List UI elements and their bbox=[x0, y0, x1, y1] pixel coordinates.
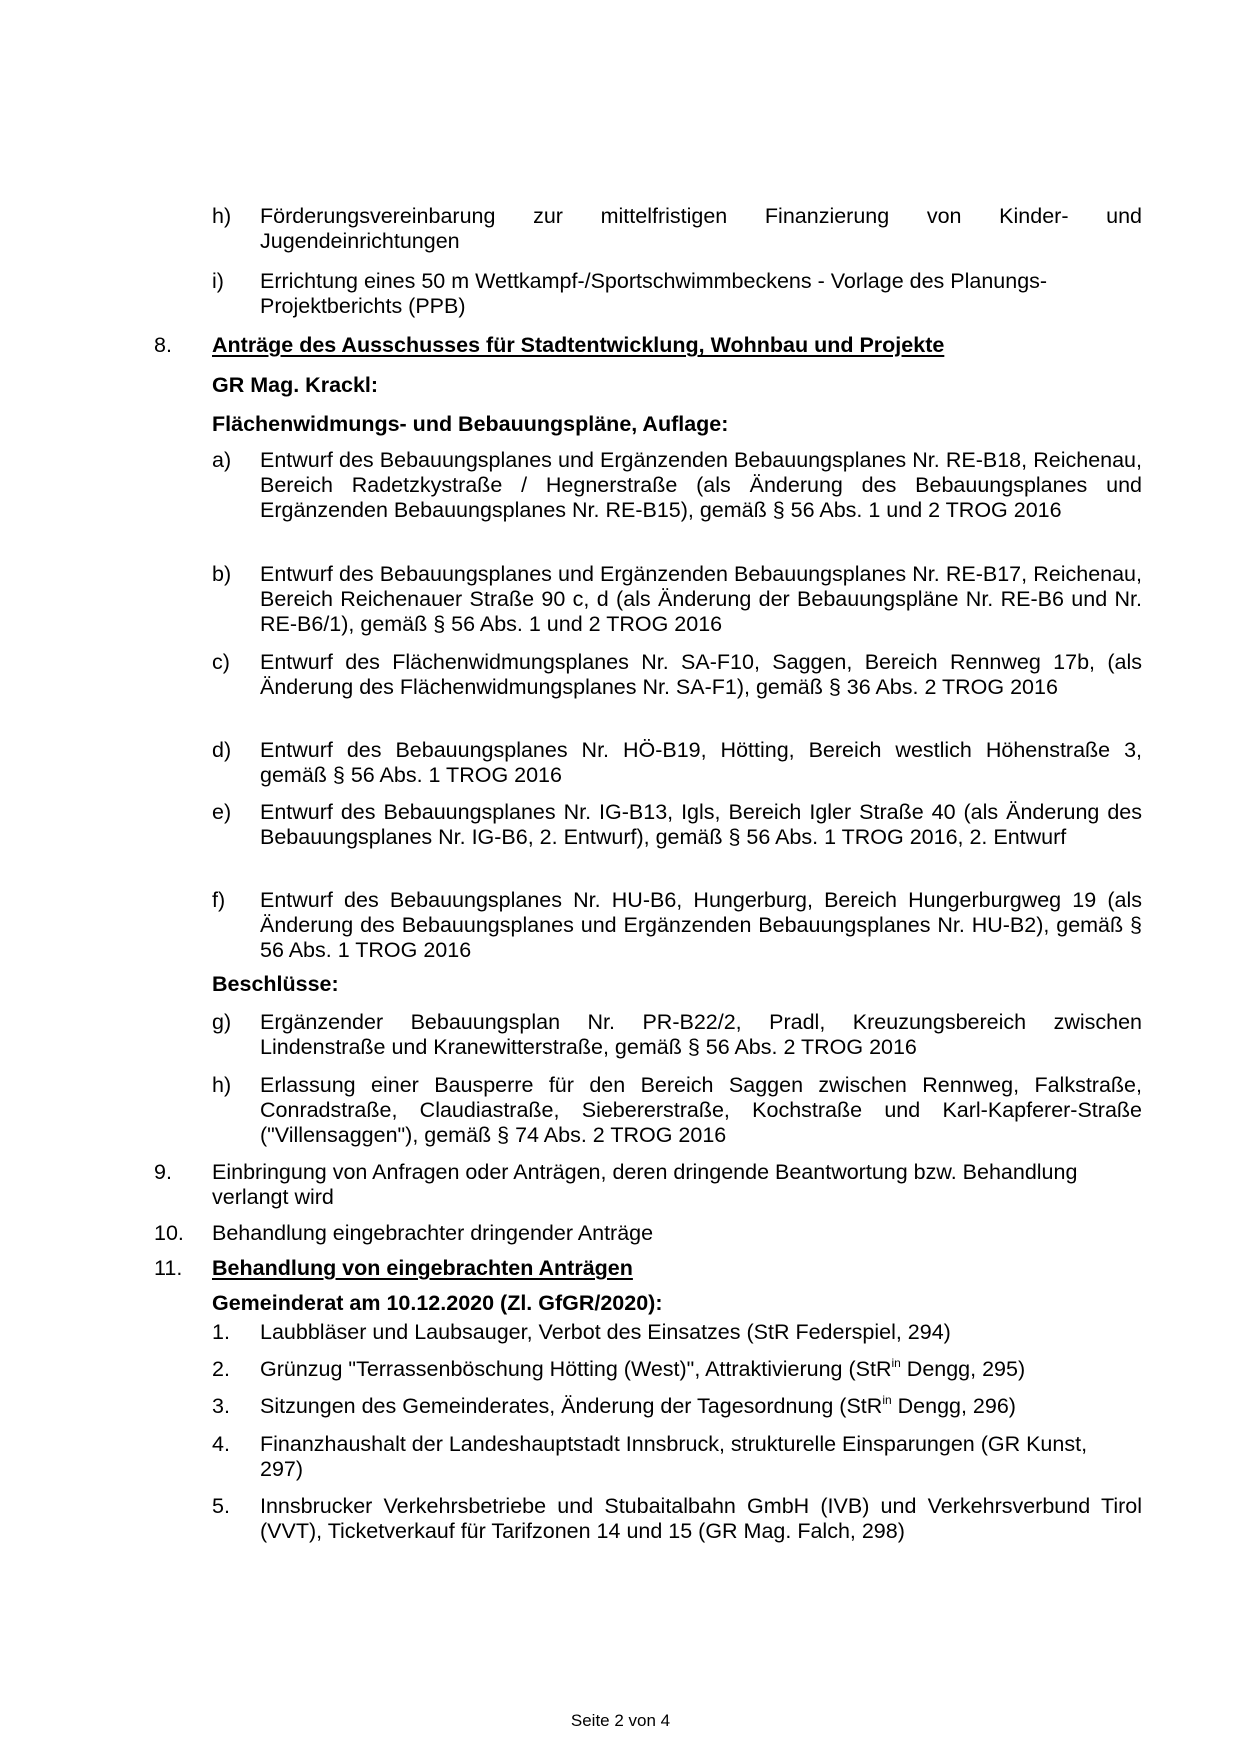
page-footer: Seite 2 von 4 bbox=[570, 1711, 671, 1730]
item-label: 5. bbox=[212, 1494, 230, 1518]
section-title: Anträge des Ausschusses für Stadtentwicklung, Wohnbau und Projekte bbox=[212, 333, 945, 357]
item-label: 2. bbox=[212, 1357, 230, 1381]
item-label: f) bbox=[212, 888, 226, 912]
item-text: Entwurf des Bebauungsplanes und Ergänzenden Bebauungsplanes Nr. RE-B18, Reichenau, Bereich Radetzkystraße / Hegnerstraße (als Änderung des Bebauungsplanes und Ergänzenden Bebauungsplanes Nr. RE-B15), gemäß § 56 Abs. 1 und 2 TROG 2016 bbox=[260, 448, 1142, 522]
item-text: Entwurf des Bebauungsplanes Nr. HU-B6, Hungerburg, Bereich Hungerburgweg 19 (als Änderung des Bebauungsplanes und Ergänzenden Bebauungsplanes Nr. HU-B2), gemäß § 56 Abs. 1 TROG 2016 bbox=[260, 888, 1142, 962]
item-label: e) bbox=[212, 800, 232, 824]
item-label: i) bbox=[212, 269, 224, 293]
item-label: g) bbox=[212, 1010, 232, 1034]
item-text: Errichtung eines 50 m Wettkampf-/Sportschwimmbeckens - Vorlage des Planungs-Projektberichts (PPB) bbox=[260, 269, 1048, 318]
item-text: Finanzhaushalt der Landeshauptstadt Innsbruck, strukturelle Einsparungen (GR Kunst, 297) bbox=[260, 1432, 1088, 1481]
item-text: Laubbläser und Laubsauger, Verbot des Einsatzes (StR Federspiel, 294) bbox=[260, 1320, 951, 1344]
item-label: h) bbox=[212, 1073, 232, 1097]
item-label: c) bbox=[212, 650, 230, 674]
decisions-heading: Beschlüsse: bbox=[212, 972, 339, 996]
section-title: Behandlung von eingebrachten Anträgen bbox=[212, 1256, 633, 1280]
item-text: Sitzungen des Gemeinderates, Änderung der Tagesordnung (StR$^{in}$ Dengg, 296) bbox=[260, 1393, 1016, 1418]
section-number: 9. bbox=[154, 1160, 172, 1184]
speaker: GR Mag. Krackl: bbox=[212, 373, 379, 397]
section-text: Einbringung von Anfragen oder Anträgen, deren dringende Beantwortung bzw. Behandlung verlangt wird bbox=[212, 1160, 1078, 1209]
item-text: Förderungsvereinbarung zur mittelfristigen Finanzierung von Kinder- und Jugendeinrichtungen bbox=[260, 204, 1142, 253]
item-text: Entwurf des Bebauungsplanes Nr. IG-B13, Igls, Bereich Igler Straße 40 (als Änderung des Bebauungsplanes Nr. IG-B6, 2. Entwurf), gemäß § 56 Abs. 1 TROG 2016, 2. Entwurf bbox=[260, 800, 1142, 849]
item-text: Erlassung einer Bausperre für den Bereich Saggen zwischen Rennweg, Falkstraße, Conradstraße, Claudiastraße, Siebererstraße, Kochstraße und Karl-Kapferer-Straße ("Villensaggen"), gemäß § 74 Abs. 2 TROG 2016 bbox=[260, 1073, 1142, 1147]
section-number: 11. bbox=[154, 1256, 183, 1280]
section-text: Behandlung eingebrachter dringender Anträge bbox=[212, 1221, 654, 1245]
item-text: Entwurf des Bebauungsplanes Nr. HÖ-B19, Hötting, Bereich westlich Höhenstraße 3, gemäß § 56 Abs. 1 TROG 2016 bbox=[260, 738, 1142, 787]
section-number: 8. bbox=[154, 333, 172, 357]
item-label: h) bbox=[212, 204, 232, 228]
item-label: a) bbox=[212, 448, 232, 472]
item-text: Entwurf des Bebauungsplanes und Ergänzenden Bebauungsplanes Nr. RE-B17, Reichenau, Bereich Reichenauer Straße 90 c, d (als Änderung der Bebauungspläne Nr. RE-B6 und Nr. RE-B6/1), gemäß § 56 Abs. 1 und 2 TROG 2016 bbox=[260, 562, 1142, 636]
item-label: b) bbox=[212, 562, 232, 586]
item-label: d) bbox=[212, 738, 232, 762]
item-text: Entwurf des Flächenwidmungsplanes Nr. SA-F10, Saggen, Bereich Rennweg 17b, (als Änderung des Flächenwidmungsplanes Nr. SA-F1), gemäß § 36 Abs. 2 TROG 2016 bbox=[260, 650, 1142, 699]
subheading: Flächenwidmungs- und Bebauungspläne, Auflage: bbox=[212, 412, 729, 436]
item-text: Grünzug "Terrassenböschung Hötting (West)", Attraktivierung (StR$^{in}$ Dengg, 295) bbox=[260, 1356, 1026, 1381]
item-label: 4. bbox=[212, 1432, 230, 1456]
subheading: Gemeinderat am 10.12.2020 (Zl. GfGR/2020): bbox=[212, 1291, 663, 1315]
item-label: 1. bbox=[212, 1320, 230, 1344]
item-text: Ergänzender Bebauungsplan Nr. PR-B22/2, Pradl, Kreuzungsbereich zwischen Lindenstraße und Kranewitterstraße, gemäß § 56 Abs. 2 TROG 2016 bbox=[260, 1010, 1142, 1059]
item-text: Innsbrucker Verkehrsbetriebe und Stubaitalbahn GmbH (IVB) und Verkehrsverbund Tirol (VVT), Ticketverkauf für Tarifzonen 14 und 15 (GR Mag. Falch, 298) bbox=[260, 1494, 1142, 1543]
section-number: 10. bbox=[154, 1221, 184, 1245]
item-label: 3. bbox=[212, 1394, 230, 1418]
